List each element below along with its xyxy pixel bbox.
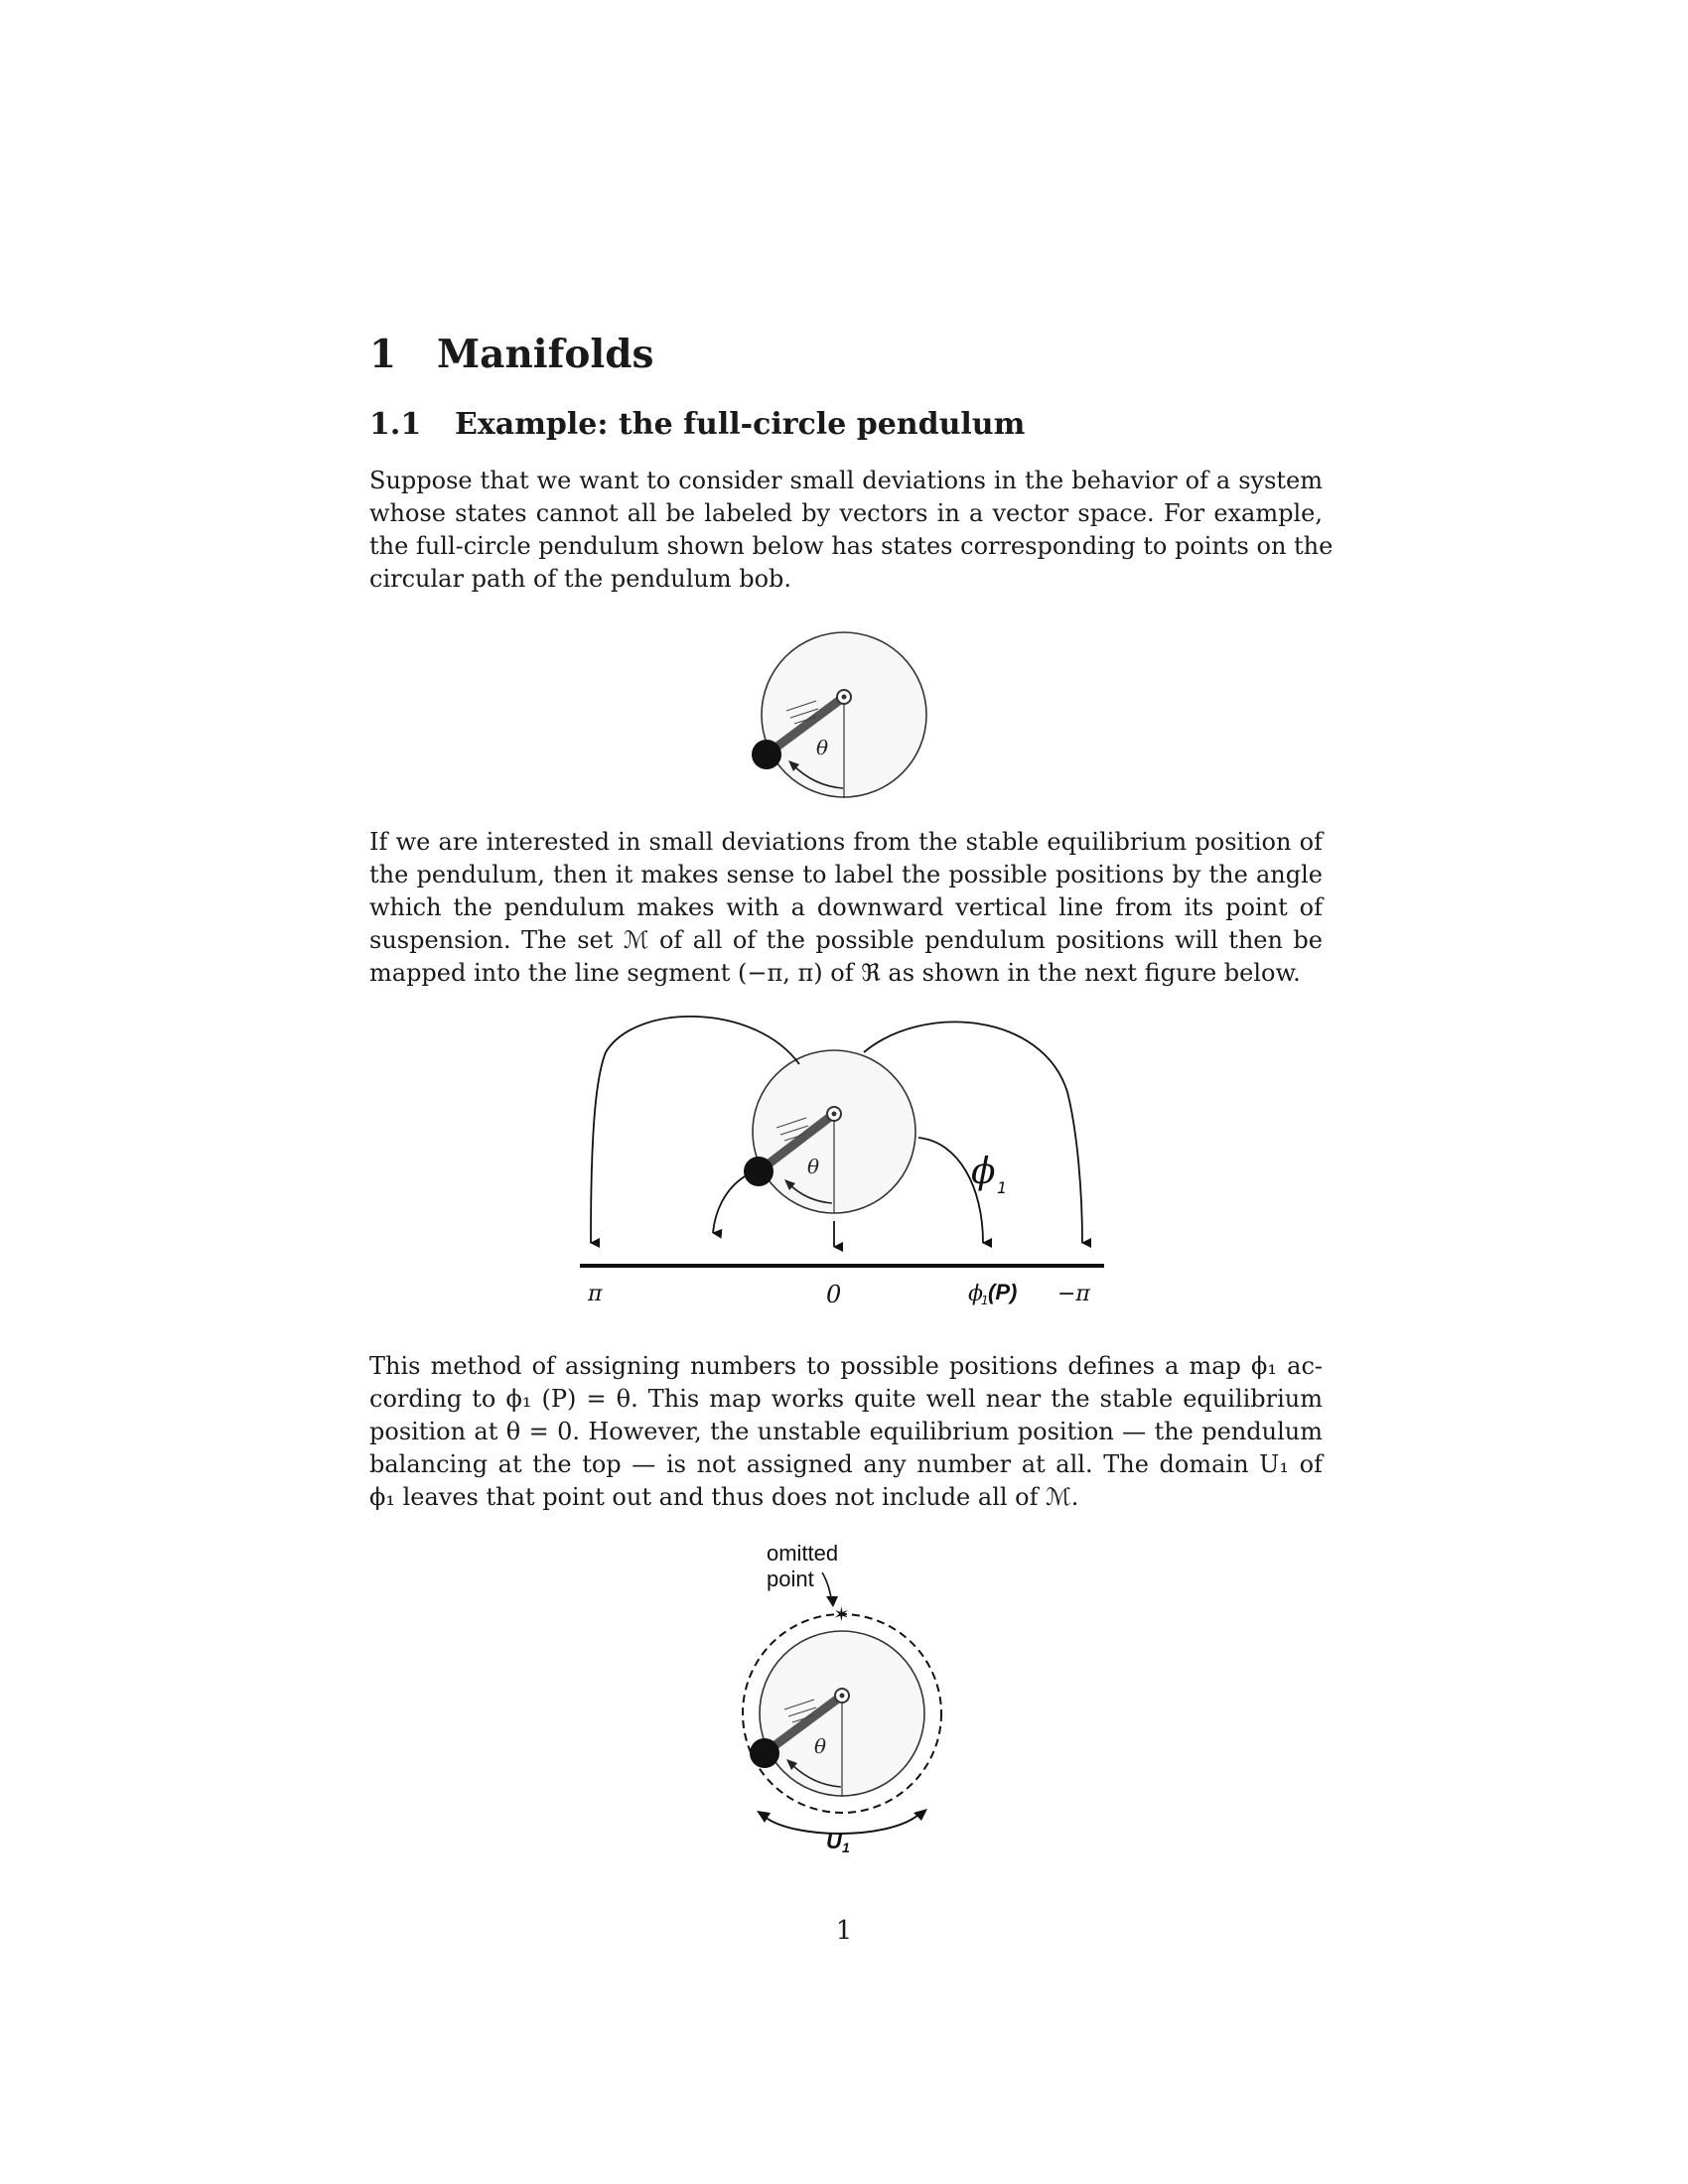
- axis-label-phi-subscript: 1: [981, 1294, 989, 1307]
- domain-label-subscript: 1: [842, 1840, 850, 1854]
- text-line: mapped into the line segment (−π, π) of ℜ as shown in the next figure below.: [369, 959, 1301, 987]
- domain-label: U: [826, 1829, 842, 1853]
- arrowhead: [757, 1811, 771, 1823]
- text-line: If we are interested in small deviations from the stable equilibrium position of: [369, 828, 1323, 856]
- text-line: This method of assigning numbers to possible positions defines a map ϕ₁ ac-: [369, 1352, 1323, 1380]
- mapping-figure: [576, 1013, 1112, 1310]
- text-line: suspension. The set ℳ of all of the possible pendulum positions will then be: [369, 926, 1323, 954]
- map-label: ϕ: [971, 1152, 996, 1192]
- omitted-point-marker: ✶: [833, 1602, 850, 1626]
- text-line: which the pendulum makes with a downward vertical line from its point of: [369, 893, 1323, 921]
- text-line: whose states cannot all be labeled by vectors in a vector space. For example,: [369, 499, 1323, 527]
- omitted-label-line1: omitted: [767, 1541, 839, 1566]
- section-heading: [369, 332, 653, 377]
- axis-label-zero: 0: [826, 1281, 842, 1308]
- text-line: the full-circle pendulum shown below has states corresponding to points on the: [369, 532, 1334, 560]
- text-line: the pendulum, then it makes sense to label the possible positions by the angle: [369, 861, 1323, 888]
- theta-label: θ: [816, 736, 829, 759]
- axis-label-minus-pi: −π: [1057, 1282, 1090, 1306]
- page-number: 1: [835, 1916, 853, 1946]
- text-line: cording to ϕ₁ (P) = θ. This map works quite well near the stable equilibrium: [369, 1385, 1323, 1413]
- axis-label-phi-arg: (P): [988, 1280, 1018, 1304]
- map-arrow-left: [713, 1176, 745, 1233]
- pendulum-bob: [752, 740, 781, 769]
- theta-label: θ: [807, 1155, 820, 1178]
- subsection-heading: [369, 407, 1025, 442]
- pendulum-bob: [750, 1738, 779, 1768]
- pendulum-bob: [744, 1157, 774, 1186]
- pendulum-figure: [745, 615, 943, 814]
- axis-label-pi: π: [588, 1282, 603, 1306]
- text-line: position at θ = 0. However, the unstable equilibrium position — the pendulum: [369, 1418, 1323, 1445]
- paragraph-intro: [369, 465, 1334, 596]
- text-line: Suppose that we want to consider small deviations in the behavior of a system: [369, 467, 1323, 494]
- omitted-label-line2: point: [767, 1567, 814, 1591]
- domain-figure: [735, 1537, 953, 1854]
- arrowhead: [914, 1809, 927, 1821]
- text-line: balancing at the top — is not assigned any number at all. The domain U₁ of: [369, 1450, 1323, 1478]
- subsection-number: 1.1: [369, 407, 422, 442]
- text-line: circular path of the pendulum bob.: [369, 565, 792, 593]
- map-label-subscript: 1: [997, 1178, 1008, 1197]
- section-number: 1: [369, 332, 397, 377]
- paragraph-map-definition: [369, 1350, 1323, 1514]
- subsection-title: Example: the full-circle pendulum: [455, 407, 1026, 442]
- axis-label-phi: ϕ: [968, 1282, 983, 1306]
- text-line: ϕ₁ leaves that point out and thus does not include all of ℳ.: [369, 1483, 1079, 1511]
- section-title: Manifolds: [437, 332, 654, 377]
- theta-label: θ: [814, 1734, 827, 1758]
- paragraph-angle-label: [369, 826, 1323, 990]
